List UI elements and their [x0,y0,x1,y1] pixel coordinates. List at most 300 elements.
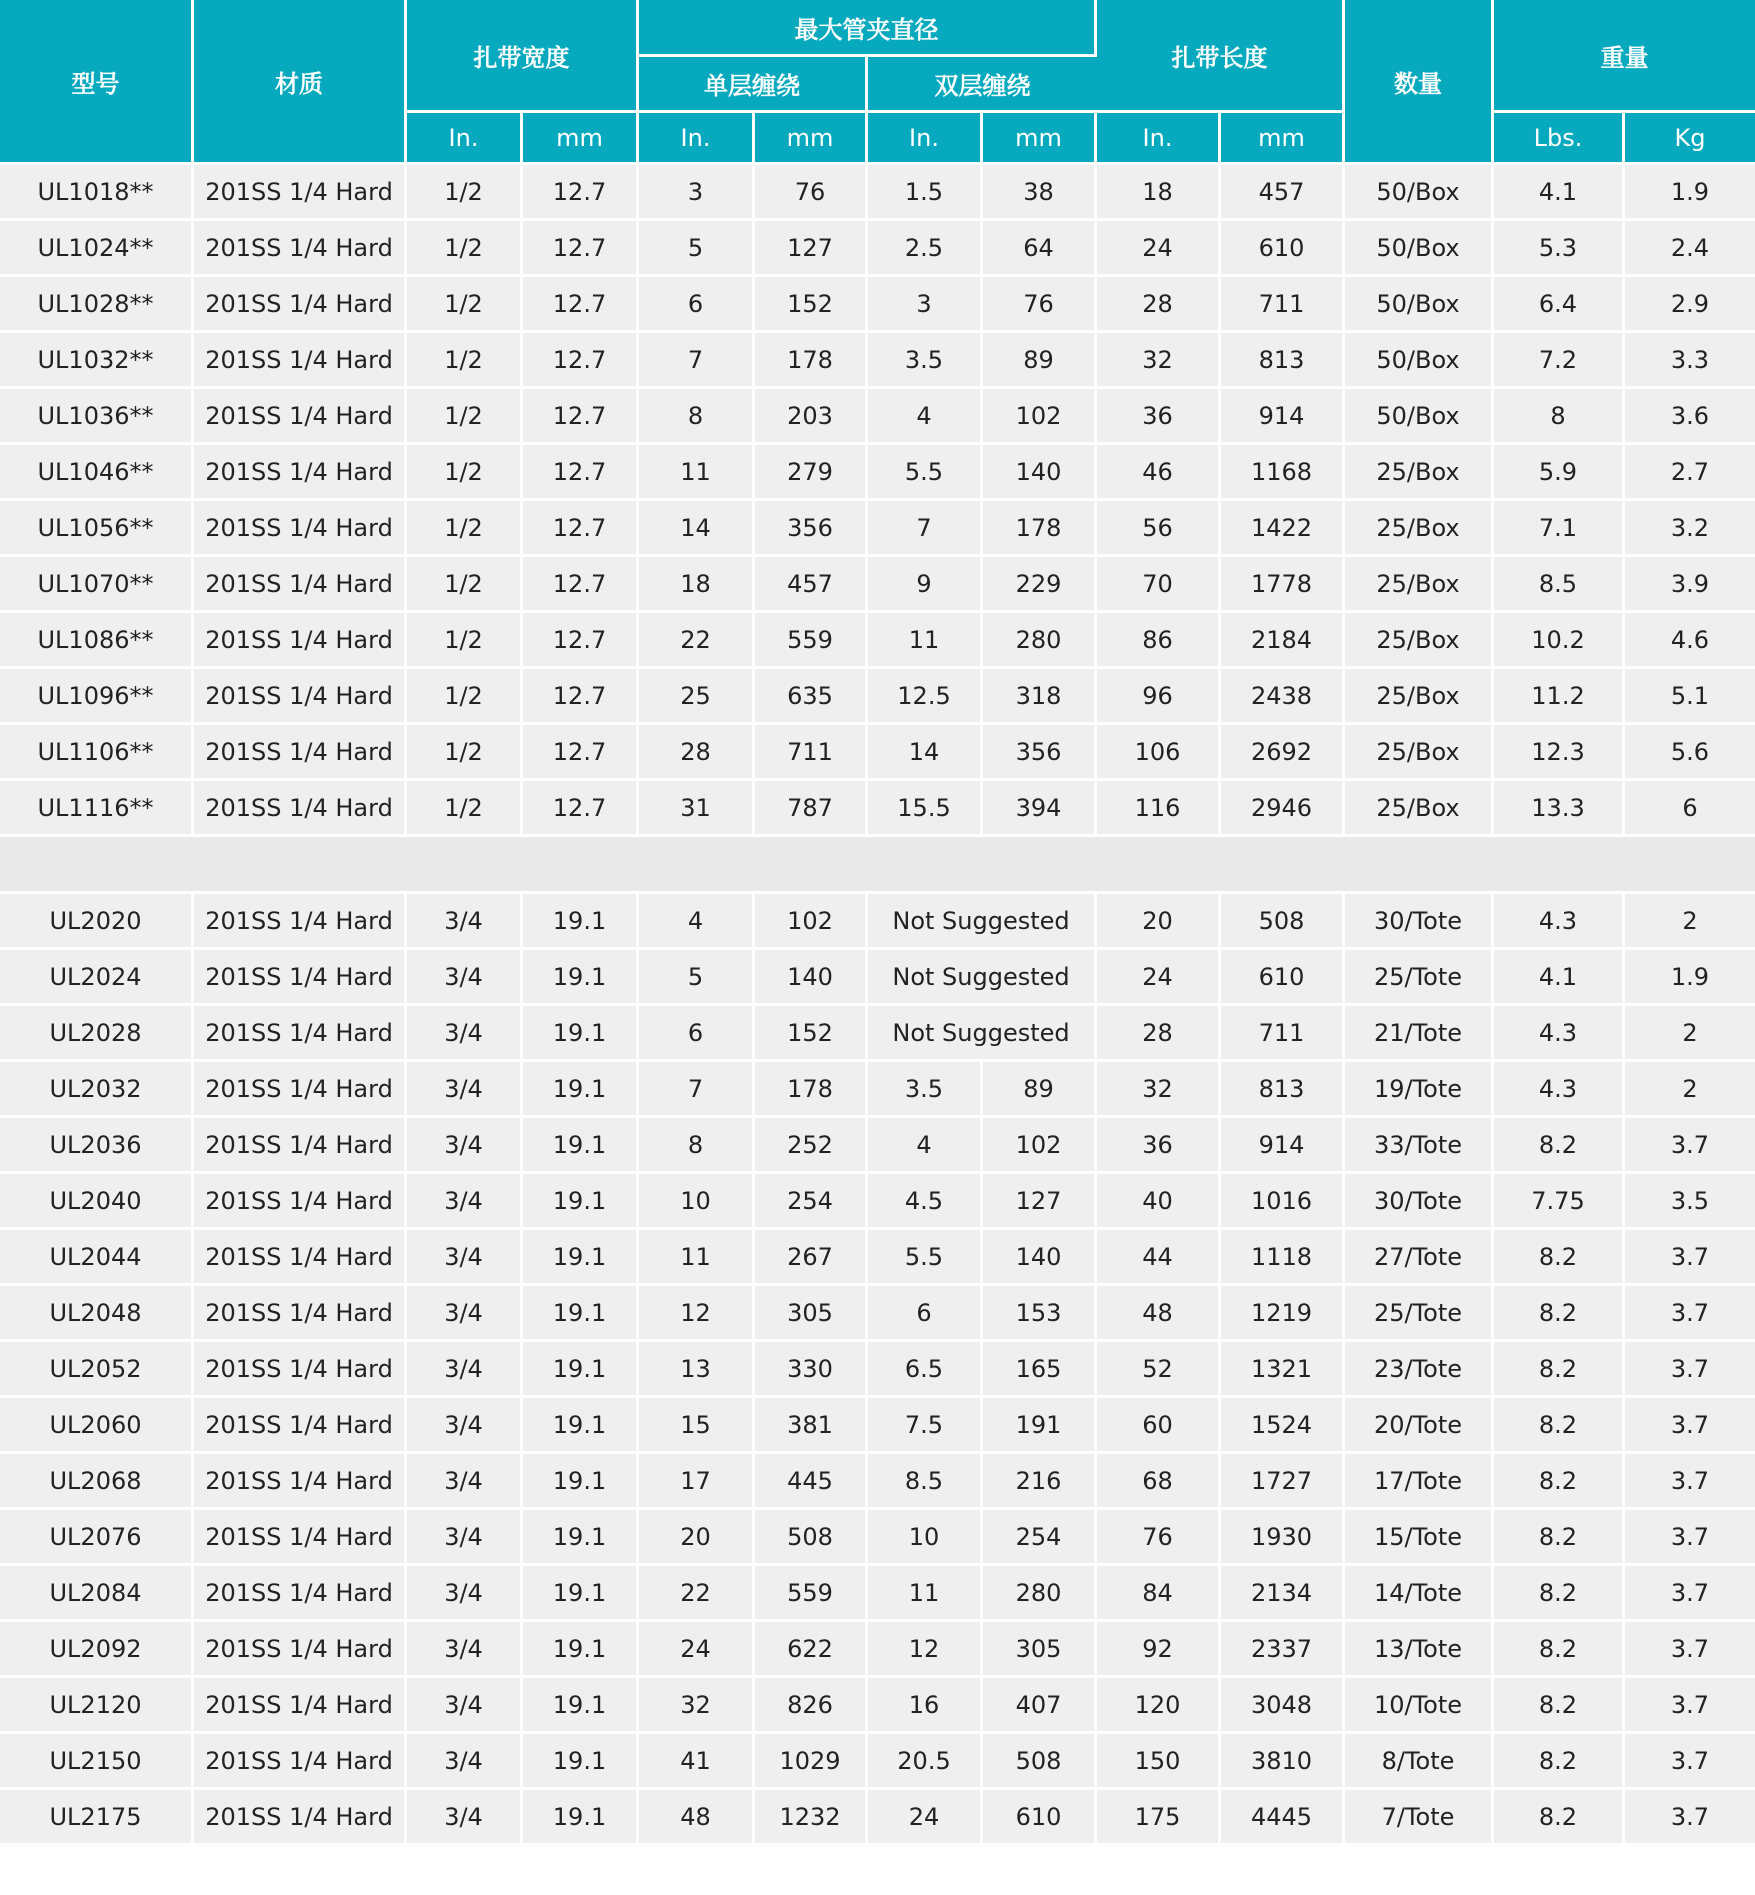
cell-band-width-mm: 19.1 [523,1678,639,1734]
cell-model: UL1070** [0,557,194,613]
section-divider-cell [0,837,1755,894]
cell-band-width-in: 3/4 [407,1454,523,1510]
table-row [0,501,1755,557]
cell-weight-lbs: 7.1 [1494,501,1625,557]
cell-single-mm: 252 [755,1118,868,1174]
cell-weight-kg: 3.7 [1625,1398,1755,1454]
cell-length-in: 46 [1097,445,1221,501]
header-model: 型号 [0,0,194,165]
unit-band-width-mm: mm [523,113,639,165]
cell-weight-lbs: 8.2 [1494,1342,1625,1398]
cell-quantity: 20/Tote [1345,1398,1494,1454]
cell-weight-lbs: 8.2 [1494,1510,1625,1566]
cell-double-mm: 254 [983,1510,1097,1566]
cell-weight-kg: 6 [1625,781,1755,837]
cell-length-in: 116 [1097,781,1221,837]
cell-single-mm: 559 [755,1566,868,1622]
cell-double-mm: 102 [983,1118,1097,1174]
cell-quantity: 14/Tote [1345,1566,1494,1622]
cell-length-in: 86 [1097,613,1221,669]
cell-material: 201SS 1/4 Hard [194,1398,407,1454]
cell-band-width-in: 1/2 [407,445,523,501]
cell-band-width-in: 3/4 [407,1118,523,1174]
cell-single-mm: 76 [755,165,868,221]
header-single-wrap: 单层缠绕 [639,57,868,113]
cell-model: UL2060 [0,1398,194,1454]
cell-double-in: 11 [868,1566,983,1622]
header-band-width: 扎带宽度 [407,0,639,113]
cell-material: 201SS 1/4 Hard [194,501,407,557]
cell-single-mm: 279 [755,445,868,501]
cell-band-width-mm: 19.1 [523,1398,639,1454]
cell-material: 201SS 1/4 Hard [194,894,407,950]
cell-weight-lbs: 5.9 [1494,445,1625,501]
cell-double-mm: 64 [983,221,1097,277]
cell-single-mm: 102 [755,894,868,950]
cell-single-mm: 635 [755,669,868,725]
cell-material: 201SS 1/4 Hard [194,1454,407,1510]
cell-quantity: 50/Box [1345,221,1494,277]
cell-weight-kg: 3.7 [1625,1286,1755,1342]
cell-material: 201SS 1/4 Hard [194,725,407,781]
cell-model: UL1046** [0,445,194,501]
table-row [0,894,1755,950]
table-row [0,1566,1755,1622]
cell-double-in: 12.5 [868,669,983,725]
cell-single-mm: 152 [755,1006,868,1062]
cell-band-width-mm: 19.1 [523,1230,639,1286]
cell-weight-lbs: 11.2 [1494,669,1625,725]
cell-quantity: 30/Tote [1345,894,1494,950]
cell-model: UL1116** [0,781,194,837]
cell-single-mm: 826 [755,1678,868,1734]
cell-band-width-mm: 19.1 [523,1510,639,1566]
cell-quantity: 30/Tote [1345,1174,1494,1230]
unit-band-width-in: In. [407,113,523,165]
cell-quantity: 15/Tote [1345,1510,1494,1566]
cell-weight-kg: 3.7 [1625,1230,1755,1286]
cell-length-in: 106 [1097,725,1221,781]
cell-length-in: 84 [1097,1566,1221,1622]
cell-length-mm: 1168 [1221,445,1345,501]
cell-length-in: 56 [1097,501,1221,557]
cell-length-in: 24 [1097,221,1221,277]
cell-material: 201SS 1/4 Hard [194,1790,407,1846]
cell-band-width-in: 3/4 [407,1062,523,1118]
cell-material: 201SS 1/4 Hard [194,389,407,445]
cell-model: UL2175 [0,1790,194,1846]
cell-model: UL2092 [0,1622,194,1678]
cell-quantity: 25/Box [1345,669,1494,725]
cell-length-mm: 1118 [1221,1230,1345,1286]
cell-weight-kg: 2 [1625,1006,1755,1062]
cell-material: 201SS 1/4 Hard [194,1622,407,1678]
cell-quantity: 7/Tote [1345,1790,1494,1846]
table-row [0,1062,1755,1118]
cell-material: 201SS 1/4 Hard [194,669,407,725]
cell-model: UL2068 [0,1454,194,1510]
cell-single-mm: 1029 [755,1734,868,1790]
cell-single-in: 5 [639,950,755,1006]
cell-band-width-in: 1/2 [407,277,523,333]
cell-model: UL1036** [0,389,194,445]
cell-band-width-in: 1/2 [407,557,523,613]
cell-quantity: 25/Tote [1345,1286,1494,1342]
cell-single-in: 8 [639,1118,755,1174]
cell-single-in: 7 [639,1062,755,1118]
cell-weight-kg: 3.9 [1625,557,1755,613]
cell-single-in: 10 [639,1174,755,1230]
table-row [0,1790,1755,1846]
cell-weight-lbs: 8.2 [1494,1678,1625,1734]
cell-band-width-mm: 12.7 [523,389,639,445]
cell-single-mm: 152 [755,277,868,333]
cell-band-width-mm: 19.1 [523,1062,639,1118]
cell-weight-lbs: 4.3 [1494,1006,1625,1062]
cell-band-width-mm: 19.1 [523,1006,639,1062]
cell-band-width-in: 1/2 [407,501,523,557]
cell-quantity: 50/Box [1345,333,1494,389]
cell-single-in: 15 [639,1398,755,1454]
header-quantity: 数量 [1345,0,1494,165]
cell-single-mm: 1232 [755,1790,868,1846]
cell-weight-lbs: 8.2 [1494,1454,1625,1510]
cell-single-mm: 267 [755,1230,868,1286]
cell-quantity: 25/Box [1345,501,1494,557]
unit-single-mm: mm [755,113,868,165]
section-divider [0,837,1755,894]
cell-single-mm: 445 [755,1454,868,1510]
cell-length-mm: 1219 [1221,1286,1345,1342]
cell-length-mm: 1930 [1221,1510,1345,1566]
cell-length-in: 150 [1097,1734,1221,1790]
unit-double-in: In. [868,113,983,165]
cell-length-mm: 3048 [1221,1678,1345,1734]
cell-band-width-mm: 12.7 [523,277,639,333]
cell-band-width-in: 1/2 [407,781,523,837]
cell-length-mm: 610 [1221,221,1345,277]
table-row [0,1230,1755,1286]
cell-length-mm: 1727 [1221,1454,1345,1510]
cell-material: 201SS 1/4 Hard [194,1062,407,1118]
cell-length-mm: 2337 [1221,1622,1345,1678]
cell-band-width-mm: 12.7 [523,557,639,613]
cell-single-in: 12 [639,1286,755,1342]
cell-single-mm: 178 [755,1062,868,1118]
cell-double-mm: 229 [983,557,1097,613]
table-row [0,221,1755,277]
cell-band-width-mm: 19.1 [523,1118,639,1174]
cell-band-width-mm: 12.7 [523,445,639,501]
cell-model: UL2084 [0,1566,194,1622]
cell-quantity: 50/Box [1345,165,1494,221]
cell-double-in: 4.5 [868,1174,983,1230]
cell-length-in: 18 [1097,165,1221,221]
cell-quantity: 50/Box [1345,389,1494,445]
cell-single-mm: 622 [755,1622,868,1678]
table-row [0,1174,1755,1230]
cell-band-width-in: 3/4 [407,1510,523,1566]
cell-weight-kg: 3.3 [1625,333,1755,389]
table-row [0,165,1755,221]
cell-single-mm: 559 [755,613,868,669]
cell-single-mm: 508 [755,1510,868,1566]
cell-band-width-mm: 19.1 [523,1566,639,1622]
cell-weight-kg: 3.7 [1625,1454,1755,1510]
cell-weight-lbs: 8.2 [1494,1566,1625,1622]
cell-weight-lbs: 8.2 [1494,1734,1625,1790]
table-row [0,669,1755,725]
cell-double-in: 3.5 [868,1062,983,1118]
cell-weight-kg: 5.6 [1625,725,1755,781]
table-row [0,1006,1755,1062]
cell-double-mm: 191 [983,1398,1097,1454]
cell-quantity: 25/Box [1345,613,1494,669]
table-row [0,1734,1755,1790]
cell-band-width-in: 3/4 [407,1678,523,1734]
cell-length-mm: 2134 [1221,1566,1345,1622]
cell-double-mm: 76 [983,277,1097,333]
unit-length-in: In. [1097,113,1221,165]
cell-weight-lbs: 8 [1494,389,1625,445]
cell-weight-lbs: 4.3 [1494,1062,1625,1118]
cell-model: UL1018** [0,165,194,221]
cell-length-mm: 3810 [1221,1734,1345,1790]
cell-double-in: 3 [868,277,983,333]
cell-length-mm: 1422 [1221,501,1345,557]
cell-single-in: 11 [639,1230,755,1286]
header-material: 材质 [194,0,407,165]
cell-double-in: 5.5 [868,1230,983,1286]
cell-single-in: 7 [639,333,755,389]
cell-single-in: 28 [639,725,755,781]
cell-band-width-mm: 12.7 [523,725,639,781]
cell-length-mm: 610 [1221,950,1345,1006]
cell-weight-kg: 3.7 [1625,1342,1755,1398]
unit-double-mm: mm [983,113,1097,165]
cell-double-mm: 305 [983,1622,1097,1678]
cell-band-width-mm: 12.7 [523,669,639,725]
cell-model: UL1024** [0,221,194,277]
cell-band-width-in: 3/4 [407,1006,523,1062]
cell-length-in: 28 [1097,277,1221,333]
cell-weight-lbs: 4.3 [1494,894,1625,950]
cell-length-in: 36 [1097,1118,1221,1174]
cell-band-width-in: 3/4 [407,1230,523,1286]
cell-double-mm: 89 [983,333,1097,389]
cell-weight-kg: 3.7 [1625,1118,1755,1174]
cell-single-in: 18 [639,557,755,613]
cell-band-width-mm: 19.1 [523,1342,639,1398]
cell-double-mm: 216 [983,1454,1097,1510]
cell-weight-kg: 5.1 [1625,669,1755,725]
cell-quantity: 19/Tote [1345,1062,1494,1118]
cell-length-mm: 813 [1221,1062,1345,1118]
cell-model: UL2032 [0,1062,194,1118]
cell-single-in: 6 [639,1006,755,1062]
cell-band-width-mm: 19.1 [523,1790,639,1846]
cell-band-width-mm: 12.7 [523,333,639,389]
cell-length-in: 40 [1097,1174,1221,1230]
cell-length-mm: 2184 [1221,613,1345,669]
unit-single-in: In. [639,113,755,165]
cell-length-mm: 711 [1221,277,1345,333]
cell-quantity: 10/Tote [1345,1678,1494,1734]
cell-model: UL1086** [0,613,194,669]
table-row [0,1118,1755,1174]
cell-single-in: 17 [639,1454,755,1510]
table-row [0,1398,1755,1454]
cell-single-in: 24 [639,1622,755,1678]
cell-single-mm: 203 [755,389,868,445]
unit-weight-kg: Kg [1625,113,1755,165]
table-row [0,613,1755,669]
cell-length-in: 36 [1097,389,1221,445]
cell-weight-lbs: 8.2 [1494,1790,1625,1846]
cell-quantity: 21/Tote [1345,1006,1494,1062]
cell-double-in: 1.5 [868,165,983,221]
cell-model: UL2048 [0,1286,194,1342]
cell-band-width-in: 3/4 [407,1566,523,1622]
cell-single-in: 41 [639,1734,755,1790]
table-row [0,1286,1755,1342]
cell-double-mm: 508 [983,1734,1097,1790]
cell-double-mm: 356 [983,725,1097,781]
cell-band-width-in: 3/4 [407,1398,523,1454]
cell-double-mm: 89 [983,1062,1097,1118]
cell-single-in: 48 [639,1790,755,1846]
cell-model: UL2076 [0,1510,194,1566]
cell-length-in: 52 [1097,1342,1221,1398]
cell-material: 201SS 1/4 Hard [194,613,407,669]
cell-band-width-mm: 12.7 [523,501,639,557]
cell-material: 201SS 1/4 Hard [194,1174,407,1230]
cell-double-in: 9 [868,557,983,613]
cell-weight-lbs: 8.2 [1494,1398,1625,1454]
cell-single-in: 20 [639,1510,755,1566]
cell-band-width-in: 1/2 [407,165,523,221]
cell-band-width-mm: 12.7 [523,781,639,837]
cell-single-in: 11 [639,445,755,501]
cell-length-mm: 1016 [1221,1174,1345,1230]
cell-material: 201SS 1/4 Hard [194,1118,407,1174]
cell-single-mm: 711 [755,725,868,781]
cell-double-mm: 280 [983,1566,1097,1622]
table-row [0,333,1755,389]
cell-material: 201SS 1/4 Hard [194,781,407,837]
table-header [0,0,1755,165]
cell-double-in: 11 [868,613,983,669]
cell-double-mm: 280 [983,613,1097,669]
cell-double-wrap: Not Suggested [868,950,1097,1006]
header-double-wrap: 双层缠绕 [868,57,1097,113]
cell-single-in: 5 [639,221,755,277]
cell-double-mm: 165 [983,1342,1097,1398]
cell-single-mm: 140 [755,950,868,1006]
cell-weight-kg: 3.7 [1625,1678,1755,1734]
cell-double-mm: 102 [983,389,1097,445]
cell-double-in: 24 [868,1790,983,1846]
cell-weight-lbs: 8.2 [1494,1286,1625,1342]
cell-band-width-in: 3/4 [407,950,523,1006]
cell-length-mm: 711 [1221,1006,1345,1062]
cell-quantity: 25/Box [1345,557,1494,613]
cell-band-width-mm: 12.7 [523,221,639,277]
cell-single-mm: 787 [755,781,868,837]
cell-weight-kg: 1.9 [1625,950,1755,1006]
cell-weight-lbs: 8.2 [1494,1622,1625,1678]
cell-band-width-mm: 19.1 [523,1174,639,1230]
cell-band-width-mm: 19.1 [523,1622,639,1678]
cell-double-mm: 178 [983,501,1097,557]
cell-double-mm: 394 [983,781,1097,837]
cell-material: 201SS 1/4 Hard [194,1734,407,1790]
cell-model: UL1032** [0,333,194,389]
cell-single-mm: 178 [755,333,868,389]
cell-band-width-in: 3/4 [407,1342,523,1398]
cell-model: UL1056** [0,501,194,557]
cell-model: UL2024 [0,950,194,1006]
cell-band-width-in: 1/2 [407,389,523,445]
cell-weight-lbs: 8.2 [1494,1230,1625,1286]
cell-material: 201SS 1/4 Hard [194,1566,407,1622]
cell-model: UL2040 [0,1174,194,1230]
cell-quantity: 33/Tote [1345,1118,1494,1174]
cell-single-mm: 381 [755,1398,868,1454]
cell-quantity: 25/Tote [1345,950,1494,1006]
cell-double-in: 10 [868,1510,983,1566]
table-row [0,781,1755,837]
cell-quantity: 8/Tote [1345,1734,1494,1790]
cell-length-in: 175 [1097,1790,1221,1846]
cell-double-mm: 38 [983,165,1097,221]
cell-single-in: 4 [639,894,755,950]
cell-weight-lbs: 5.3 [1494,221,1625,277]
cell-weight-kg: 3.6 [1625,389,1755,445]
cell-single-in: 22 [639,1566,755,1622]
cell-double-mm: 153 [983,1286,1097,1342]
cell-band-width-in: 3/4 [407,1286,523,1342]
cell-band-width-mm: 19.1 [523,1734,639,1790]
cell-band-width-mm: 19.1 [523,1454,639,1510]
cell-double-in: 3.5 [868,333,983,389]
cell-length-in: 24 [1097,950,1221,1006]
unit-length-mm: mm [1221,113,1345,165]
table-row [0,1510,1755,1566]
cell-material: 201SS 1/4 Hard [194,165,407,221]
cell-double-in: 14 [868,725,983,781]
cell-single-in: 6 [639,277,755,333]
cell-weight-kg: 3.7 [1625,1622,1755,1678]
cell-single-in: 8 [639,389,755,445]
cell-weight-kg: 3.7 [1625,1734,1755,1790]
cell-quantity: 25/Box [1345,781,1494,837]
cell-band-width-in: 1/2 [407,333,523,389]
cell-weight-kg: 1.9 [1625,165,1755,221]
cell-weight-kg: 3.2 [1625,501,1755,557]
cell-single-in: 13 [639,1342,755,1398]
cell-single-mm: 356 [755,501,868,557]
cell-length-mm: 914 [1221,389,1345,445]
cell-model: UL2028 [0,1006,194,1062]
cell-quantity: 25/Box [1345,445,1494,501]
cell-length-mm: 1524 [1221,1398,1345,1454]
cell-weight-kg: 2 [1625,894,1755,950]
cell-material: 201SS 1/4 Hard [194,445,407,501]
cell-material: 201SS 1/4 Hard [194,277,407,333]
table-row [0,1454,1755,1510]
cell-model: UL2150 [0,1734,194,1790]
